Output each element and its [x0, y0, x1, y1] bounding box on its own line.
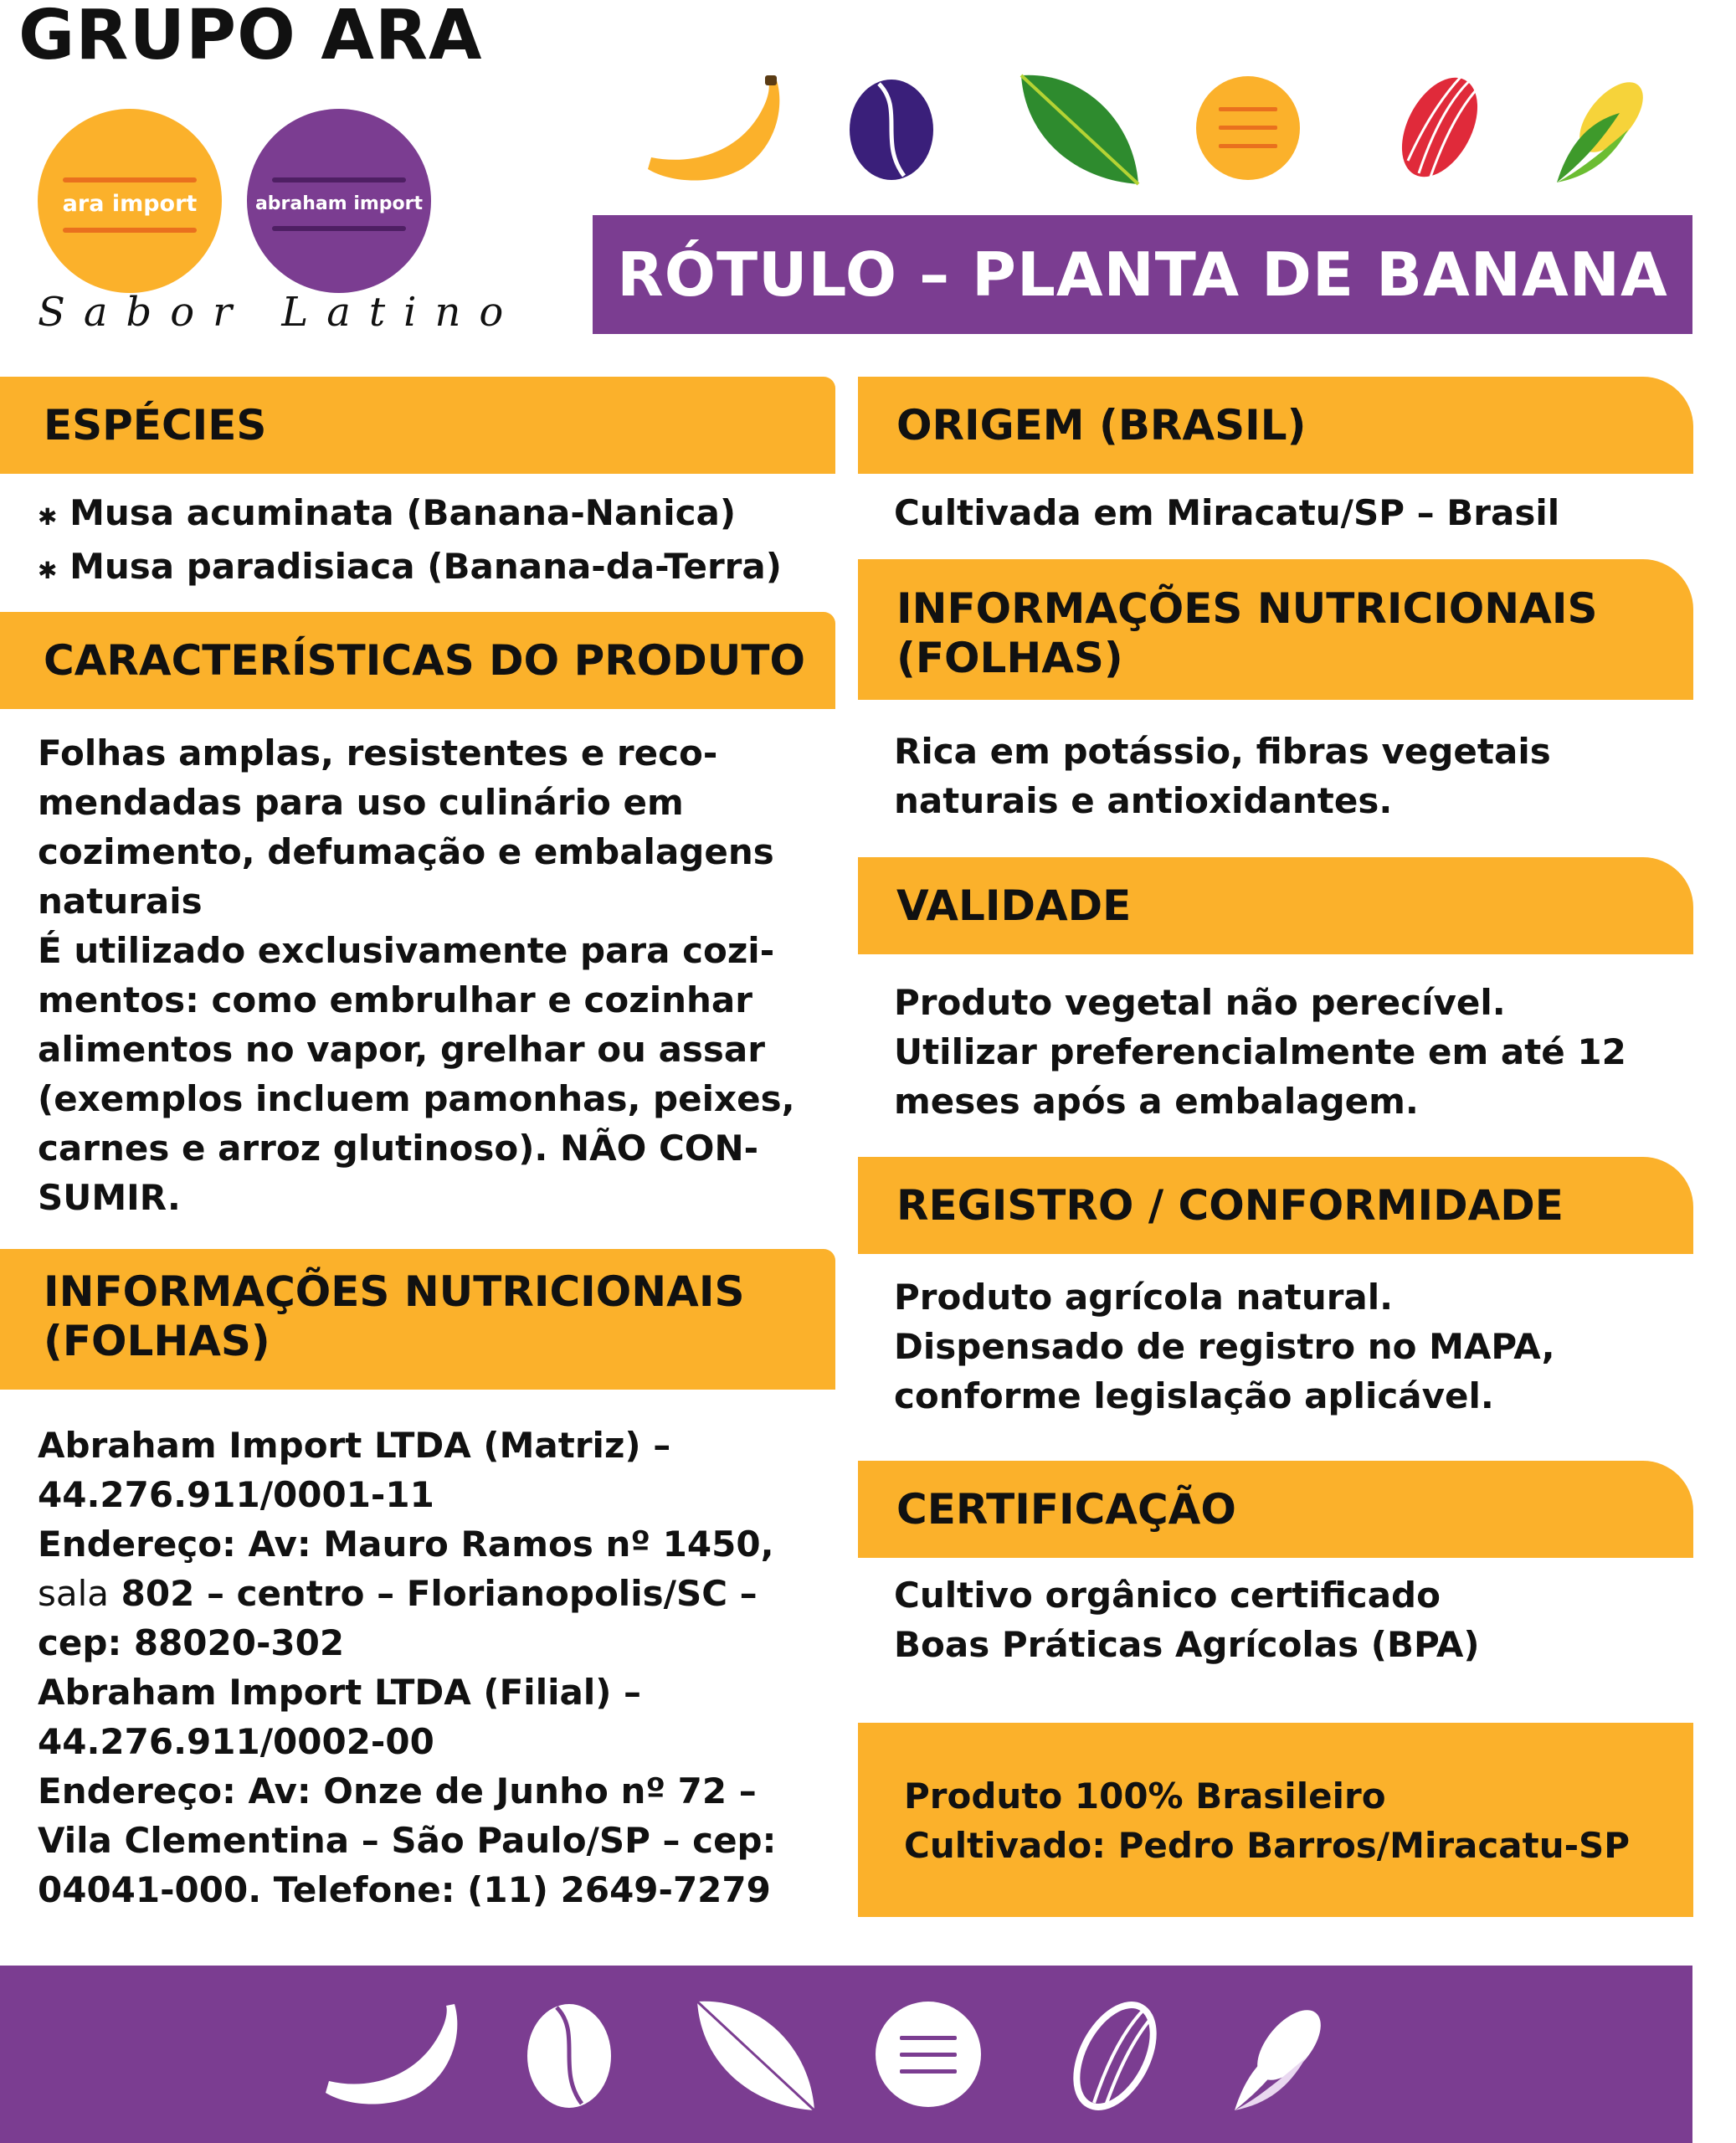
text-line: conforme legislação aplicável. [894, 1375, 1494, 1416]
coffee-bean-icon [845, 75, 937, 184]
nutricionais-header-line2: (FOLHAS) [896, 634, 1123, 682]
caracteristicas-header: CARACTERÍSTICAS DO PRODUTO [0, 612, 835, 709]
title-banner: RÓTULO – PLANTA DE BANANA [593, 215, 1692, 334]
text-line: Folhas amplas, resistentes e reco- [38, 732, 718, 773]
abraham-import-logo [247, 109, 431, 293]
logo-stripe [63, 228, 197, 233]
caracteristicas-text [38, 728, 795, 1222]
text-line: Cultivo orgânico certificado [894, 1575, 1441, 1616]
corn-icon [1230, 2003, 1327, 2112]
banana-icon [322, 1999, 465, 2108]
sala-word: sala [38, 1573, 110, 1614]
text-line: 04041-000. Telefone: (11) 2649-7279 [38, 1869, 771, 1910]
badge-line1: Produto 100% Brasileiro [904, 1776, 1386, 1817]
ara-import-logo [38, 109, 222, 293]
list-item: ✱ Musa acuminata (Banana-Nanica) [38, 492, 737, 533]
nutricionais-text [894, 727, 1551, 825]
text-line: meses após a embalagem. [894, 1081, 1419, 1122]
especies-list [38, 488, 782, 595]
registro-text [894, 1272, 1555, 1421]
text-line: Cultivada em Miracatu/SP – Brasil [894, 492, 1560, 533]
cocoa-pod-icon [1389, 69, 1490, 186]
certificacao-header: CERTIFICAÇÃO [858, 1461, 1693, 1558]
text-line: Endereço: Av: Onze de Junho nº 72 – [38, 1770, 757, 1812]
text-line: Abraham Import LTDA (Matriz) – [38, 1425, 671, 1466]
origem-header: ORIGEM (BRASIL) [858, 377, 1693, 474]
text-line: Produto vegetal não perecível. [894, 982, 1506, 1023]
banana-leaf-icon [1017, 71, 1143, 188]
empresa-header [0, 1249, 835, 1390]
registro-header: REGISTRO / CONFORMIDADE [858, 1157, 1693, 1254]
nutricionais-header-line1: INFORMAÇÕES NUTRICIONAIS [896, 584, 1598, 633]
text-line: Vila Clementina – São Paulo/SP – cep: [38, 1820, 777, 1861]
orange-circle-icon [1195, 75, 1301, 181]
logo-stripe [272, 177, 406, 182]
logo-stripe [63, 177, 197, 182]
banana-leaf-icon [693, 1997, 819, 2115]
text-line: Rica em potássio, fibras vegetais [894, 731, 1551, 772]
text-line: É utilizado exclusivamente para cozi- [38, 930, 775, 971]
striped-circle-icon [875, 2001, 982, 2108]
empresa-text [38, 1421, 776, 1914]
list-item: ✱ Musa paradisiaca (Banana-da-Terra) [38, 546, 782, 587]
text-line: 44.276.911/0001-11 [38, 1474, 434, 1515]
coffee-bean-icon [523, 1999, 615, 2112]
text-line: Endereço: Av: Mauro Ramos nº 1450, [38, 1524, 774, 1565]
text-line: Produto agrícola natural. [894, 1277, 1394, 1318]
text-line: Utilizar preferencialmente em até 12 [894, 1031, 1626, 1072]
tagline: Sabor Latino [38, 289, 522, 336]
ara-import-logo-label: ara import [62, 191, 198, 217]
origem-text [894, 488, 1559, 537]
text-line: sala 802 – centro – Florianopolis/SC – [38, 1573, 758, 1614]
text-line: carnes e arroz glutinoso). NÃO CON- [38, 1128, 759, 1169]
text-line: SUMIR. [38, 1177, 181, 1218]
text-line: cozimento, defumação e embalagens [38, 831, 774, 872]
validade-header: VALIDADE [858, 857, 1693, 954]
brand-title: GRUPO ARA [18, 0, 483, 75]
text-line: (exemplos incluem pamonhas, peixes, [38, 1078, 795, 1119]
text-line: naturais e antioxidantes. [894, 780, 1393, 821]
text-line: 44.276.911/0002-00 [38, 1721, 434, 1762]
footer-bar [0, 1966, 1692, 2143]
logo-stripe [272, 226, 406, 231]
empresa-header-line2: (FOLHAS) [44, 1317, 270, 1365]
text-line: Abraham Import LTDA (Filial) – [38, 1672, 642, 1713]
text-line: alimentos no vapor, grelhar ou assar [38, 1029, 765, 1070]
banana-icon [643, 75, 787, 184]
origin-badge [858, 1723, 1693, 1917]
empresa-header-line1: INFORMAÇÕES NUTRICIONAIS [44, 1267, 745, 1316]
certificacao-text [894, 1570, 1480, 1669]
text-line: mendadas para uso culinário em [38, 782, 684, 823]
text-line: mentos: como embrulhar e cozinhar [38, 979, 752, 1020]
badge-line2: Cultivado: Pedro Barros/Miracatu-SP [904, 1825, 1631, 1866]
text-line: naturais [38, 881, 203, 922]
especies-header: ESPÉCIES [0, 377, 835, 474]
text-line: Dispensado de registro no MAPA, [894, 1326, 1555, 1367]
cocoa-pod-icon [1065, 1996, 1165, 2117]
abraham-import-logo-label: abraham import [254, 193, 424, 214]
nutricionais-header [858, 559, 1693, 700]
validade-text [894, 978, 1626, 1126]
corn-icon [1553, 75, 1649, 184]
text-line: cep: 88020-302 [38, 1622, 345, 1663]
text-line: Boas Práticas Agrícolas (BPA) [894, 1624, 1480, 1665]
